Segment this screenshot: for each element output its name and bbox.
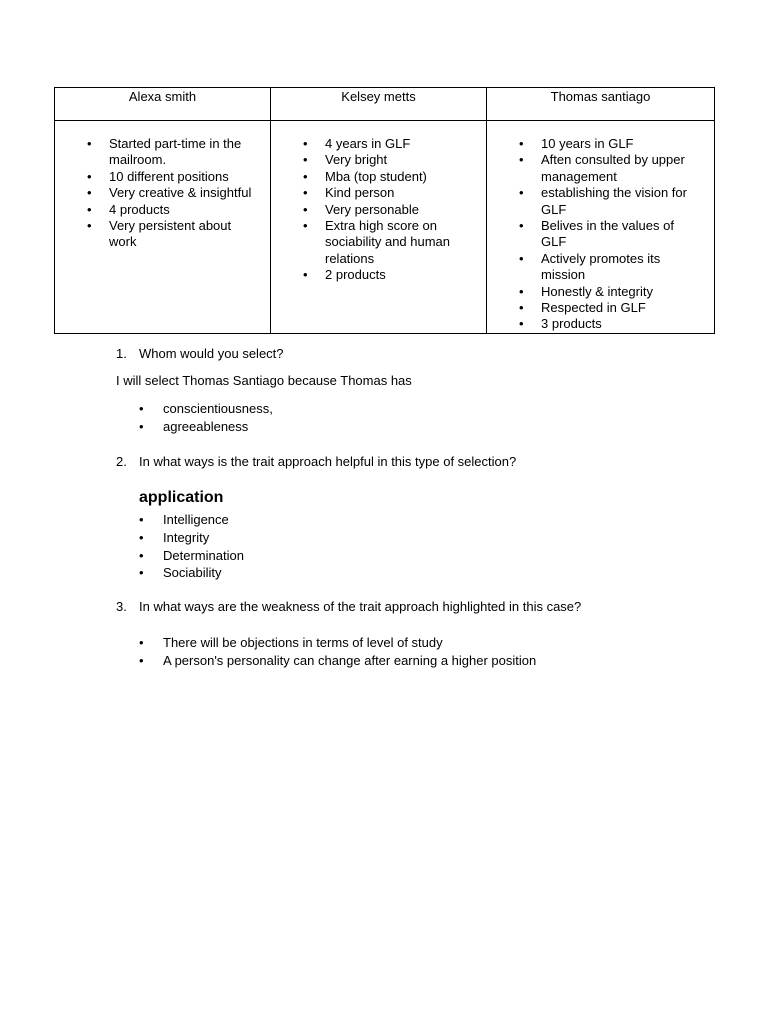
table-cell-thomas: [487, 121, 715, 334]
column-header-alexa: Alexa smith: [128, 89, 197, 104]
list-item: • A person's personality can change after earning a higher position: [139, 652, 537, 668]
list-item: • 2 products: [303, 267, 386, 283]
bullet-icon: •: [87, 168, 92, 184]
table-header-cell: [487, 88, 715, 121]
question-2: [116, 454, 516, 470]
bullet-icon: •: [519, 316, 524, 332]
bullet-icon: •: [303, 185, 308, 201]
list-item: • conscientiousness,: [139, 401, 273, 416]
answer-bullet-list-2: [139, 511, 244, 582]
bullet-icon: •: [139, 401, 144, 416]
question-number: 2.: [116, 454, 127, 469]
list-item: • Kind person: [303, 185, 395, 201]
list-item: • Started part-time in the mailroom.: [87, 136, 242, 168]
list-item: • 4 products: [87, 201, 170, 217]
list-item: • Belives in the values of GLF: [519, 218, 674, 250]
list-item: • 4 years in GLF: [303, 136, 411, 151]
bullet-icon: •: [519, 250, 524, 266]
list-item: • Actively promotes its mission: [519, 250, 661, 283]
bullet-icon: •: [139, 547, 144, 563]
answer-paragraph: I will select Thomas Santiago because Thomas has: [116, 373, 412, 388]
question-number: 1.: [116, 346, 127, 361]
list-item: • 10 years in GLF: [519, 136, 634, 151]
list-item: • Intelligence: [139, 512, 229, 527]
list-item: • Determination: [139, 547, 244, 563]
list-item: • Very personable: [303, 201, 419, 217]
question-text: Whom would you select?: [139, 346, 284, 361]
bullet-icon: •: [139, 418, 144, 434]
bullet-icon: •: [139, 512, 144, 527]
answer-bullet-list-1: [139, 400, 273, 436]
table-header-row: [55, 88, 715, 121]
column-header-thomas: Thomas santiago: [550, 89, 651, 104]
candidate-comparison-table: [54, 87, 715, 334]
list-item: • Integrity: [139, 529, 210, 545]
list-item: • There will be objections in terms of level of study: [139, 635, 443, 650]
bullet-icon: •: [87, 185, 92, 201]
list-item: • Mba (top student): [303, 168, 427, 184]
section-heading: application: [139, 489, 224, 506]
bullet-icon: •: [519, 218, 524, 234]
list-item: • Extra high score on sociability and human relations: [303, 218, 451, 266]
bullet-icon: •: [139, 652, 144, 668]
question-3: [116, 599, 581, 615]
table-cell-alexa: [55, 121, 271, 334]
list-item: • Honestly & integrity: [519, 283, 653, 299]
list-item: • Very creative & insightful: [87, 185, 252, 201]
bullet-icon: •: [303, 201, 308, 217]
table-row: [55, 121, 715, 334]
bullet-icon: •: [303, 152, 308, 168]
list-item: • agreeableness: [139, 418, 249, 434]
bullet-icon: •: [87, 218, 92, 234]
list-item: • Very bright: [303, 152, 388, 168]
bullet-icon: •: [139, 529, 144, 545]
trait-list-kelsey: [271, 136, 486, 284]
bullet-icon: •: [303, 136, 308, 151]
list-item: • Sociability: [139, 565, 222, 581]
bullet-icon: •: [519, 283, 524, 299]
list-item: • establishing the vision for GLF: [519, 185, 687, 217]
bullet-icon: •: [87, 201, 92, 217]
bullet-icon: •: [303, 218, 308, 234]
list-item: • Respected in GLF: [519, 300, 646, 316]
list-item: • 10 different positions: [87, 168, 229, 184]
list-item: • Very persistent about work: [87, 218, 232, 250]
question-1: [116, 346, 284, 362]
bullet-icon: •: [519, 152, 524, 168]
bullet-icon: •: [519, 136, 524, 151]
bullet-icon: •: [303, 168, 308, 184]
list-item: • Aften consulted by upper management: [519, 152, 685, 184]
question-text: In what ways is the trait approach helpful in this type of selection?: [139, 454, 517, 469]
table-cell-kelsey: [271, 121, 487, 334]
bullet-icon: •: [519, 300, 524, 316]
bullet-icon: •: [87, 136, 92, 151]
table-header-cell: [55, 88, 271, 121]
trait-list-thomas: [487, 136, 714, 333]
answer-bullet-list-3: [139, 634, 536, 670]
question-number: 3.: [116, 599, 127, 614]
bullet-icon: •: [519, 185, 524, 201]
table-header-cell: [271, 88, 487, 121]
bullet-icon: •: [139, 565, 144, 581]
bullet-icon: •: [303, 267, 308, 283]
column-header-kelsey: Kelsey metts: [341, 89, 416, 104]
question-text: In what ways are the weakness of the trait approach highlighted in this case?: [139, 599, 582, 614]
bullet-icon: •: [139, 635, 144, 650]
trait-list-alexa: [55, 136, 270, 251]
list-item: • 3 products: [519, 316, 602, 332]
